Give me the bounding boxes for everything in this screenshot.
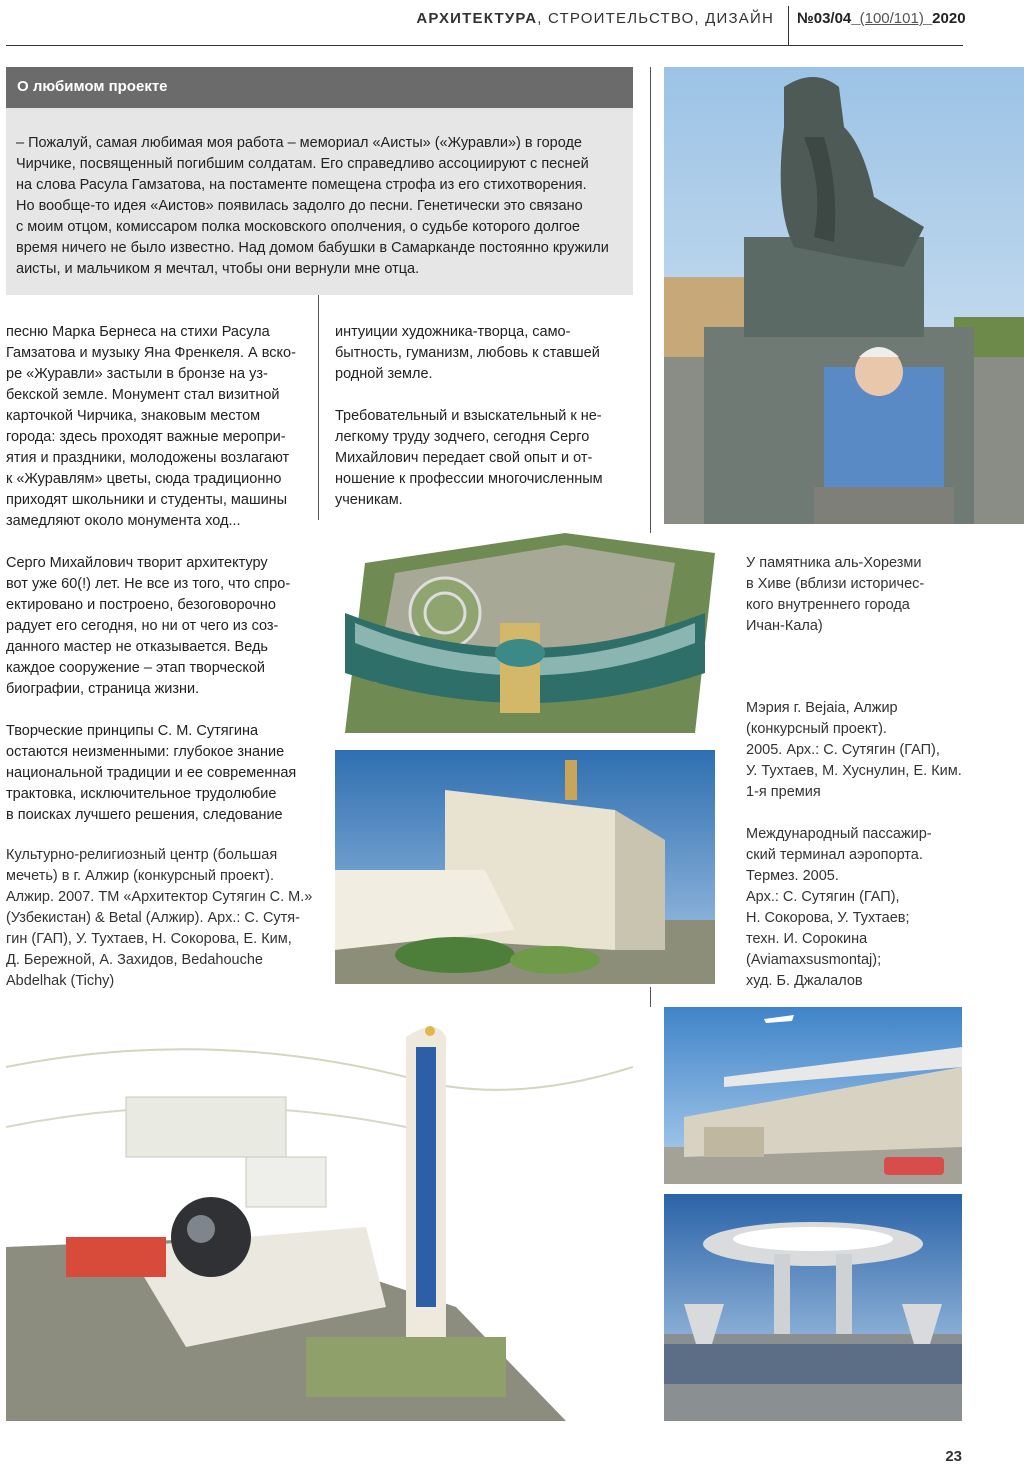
text-line: Гамзатова и музыку Яна Френкеля. А вско- [6, 345, 296, 361]
text-line: родной земле. [335, 366, 433, 382]
airport-rendering-2 [664, 1194, 962, 1421]
quote-line: на слова Расула Гамзатова, на постаменте помещена строфа из его стихотворения. [16, 177, 587, 193]
text-line: замедляют около монумента ход... [6, 513, 241, 529]
caption-line: Н. Сокорова, У. Тухтаев; [746, 910, 910, 926]
caption-line: 1-я премия [746, 784, 821, 800]
quote-line: аисты, и мальчиком я мечтал, чтобы они вернули мне отца. [16, 261, 420, 277]
caption-line: 2005. Арх.: С. Сутягин (ГАП), [746, 742, 940, 758]
quote-line: с моим отцом, комиссаром полка московского ополчения, о судьбе которого долгое [16, 219, 580, 235]
text-line: легкому труду зодчего, сегодня Серго [335, 429, 590, 445]
caption-line: гин (ГАП), У. Тухтаев, Н. Сокорова, Е. Ким, [6, 931, 292, 947]
quote-box-text [16, 133, 622, 280]
text-line: остаются неизменными: глубокое знание [6, 744, 285, 760]
text-line: к «Журавлям» цветы, сюда традиционно [6, 471, 282, 487]
caption-line: Арх.: С. Сутягин (ГАП), [746, 889, 900, 905]
quote-line: Но вообще-то идея «Аистов» появилась задолго до песни. Генетически это связано [16, 198, 583, 214]
text-line: Творческие принципы С. М. Сутягина [6, 723, 259, 739]
body-column-2 [335, 322, 635, 511]
caption-line: Д. Бережной, А. Захидов, Bedahouche [6, 952, 263, 968]
caption-line: У. Тухтаев, М. Хуснулин, Е. Ким. [746, 763, 962, 779]
text-line: ношение к профессии многочисленным [335, 471, 603, 487]
caption-line: Термез. 2005. [746, 868, 839, 884]
text-line: каждое сооружение – этап творческой [6, 660, 265, 676]
statue-photo [664, 67, 1024, 524]
caption-airport [746, 824, 1016, 992]
quote-box-title: О любимом проекте [17, 78, 168, 95]
caption-line: Мэрия г. Bejaia, Алжир [746, 700, 898, 716]
text-line: города: здесь проходят важные меропри- [6, 429, 286, 445]
caption-line: Международный пассажир- [746, 826, 932, 842]
text-line: приходят школьники и студенты, машины [6, 492, 288, 508]
column-rule [650, 67, 651, 535]
caption-statue [746, 553, 1016, 637]
text-line: Михайлович передает свой опыт и от- [335, 450, 593, 466]
caption-line: (Aviamaxsusmontaj); [746, 952, 882, 968]
caption-line: У памятника аль-Хорезми [746, 555, 922, 571]
issue-number-total: (100/101) [859, 10, 924, 27]
mairie-rendering-perspective [335, 750, 715, 984]
section-title-bold: АРХИТЕКТУРА [416, 10, 538, 27]
text-line: песню Марка Бернеса на стихи Расула [6, 324, 270, 340]
caption-line: в Хиве (вблизи историчес- [746, 576, 925, 592]
caption-line: кого внутреннего города [746, 597, 910, 613]
issue-number [797, 10, 966, 27]
caption-line: (Узбекистан) & Betal (Алжир). Арх.: С. Сутя- [6, 910, 300, 926]
text-line: Серго Михайлович творит архитектуру [6, 555, 268, 571]
airport-rendering-1 [664, 1007, 962, 1184]
section-title [416, 10, 774, 27]
text-line: бытность, гуманизм, любовь к ставшей [335, 345, 600, 361]
caption-line: худ. Б. Джалалов [746, 973, 863, 989]
text-line: бекской земле. Монумент стал визитной [6, 387, 280, 403]
header-rule [6, 45, 963, 46]
text-line: радует его сегодня, но ни от чего из соз- [6, 618, 279, 634]
caption-mosque [6, 845, 316, 992]
text-line: ектировано и построено, безоговорочно [6, 597, 276, 613]
text-line: трактовка, исключительное трудолюбие [6, 786, 277, 802]
header-divider [788, 6, 789, 46]
caption-line: ский терминал аэропорта. [746, 847, 923, 863]
text-line: в поисках лучшего решения, следование [6, 807, 283, 823]
caption-line: Алжир. 2007. ТМ «Архитектор Сутягин С. М.» [6, 889, 313, 905]
text-line: интуиции художника-творца, само- [335, 324, 571, 340]
issue-year: _2020 [923, 10, 966, 27]
text-line: Требовательный и взыскательный к не- [335, 408, 602, 424]
column-rule [650, 987, 651, 1007]
caption-line: Культурно-религиозный центр (большая [6, 847, 278, 863]
quote-line: – Пожалуй, самая любимая моя работа – мемориал «Аисты» («Журавли») в городе [16, 135, 582, 151]
caption-line: Ичан-Кала) [746, 618, 823, 634]
quote-line: Чирчике, посвященный погибшим солдатам. Его справедливо ассоциируют с песней [16, 156, 589, 172]
caption-line: мечеть) в г. Алжир (конкурсный проект). [6, 868, 274, 884]
caption-line: Abdelhak (Tichy) [6, 973, 115, 989]
body-column-1 [6, 322, 311, 826]
page-number: 23 [945, 1448, 962, 1465]
issue-number-main: №03/04_ [797, 10, 860, 27]
caption-line: техн. И. Сорокина [746, 931, 868, 947]
section-title-rest: , СТРОИТЕЛЬСТВО, ДИЗАЙН [537, 10, 774, 27]
text-line: биографии, страница жизни. [6, 681, 200, 697]
text-line: ре «Журавли» застыли в бронзе на уз- [6, 366, 268, 382]
quote-line: время ничего не было известно. Над домом бабушки в Самарканде постоянно кружили [16, 240, 609, 256]
mairie-rendering-aerial [335, 533, 715, 740]
caption-mairie [746, 698, 1016, 803]
text-line: вот уже 60(!) лет. Не все из того, что спро- [6, 576, 291, 592]
text-line: данного мастер не отказывается. Ведь [6, 639, 268, 655]
caption-line: (конкурсный проект). [746, 721, 887, 737]
mosque-complex-rendering [6, 1007, 633, 1421]
text-line: карточкой Чирчика, знаковым местом [6, 408, 261, 424]
text-line: ятия и праздники, молодожены возлагают [6, 450, 290, 466]
text-line: национальной традиции и ее современная [6, 765, 297, 781]
column-rule [318, 295, 319, 520]
text-line: ученикам. [335, 492, 403, 508]
quote-box-header [6, 67, 633, 108]
